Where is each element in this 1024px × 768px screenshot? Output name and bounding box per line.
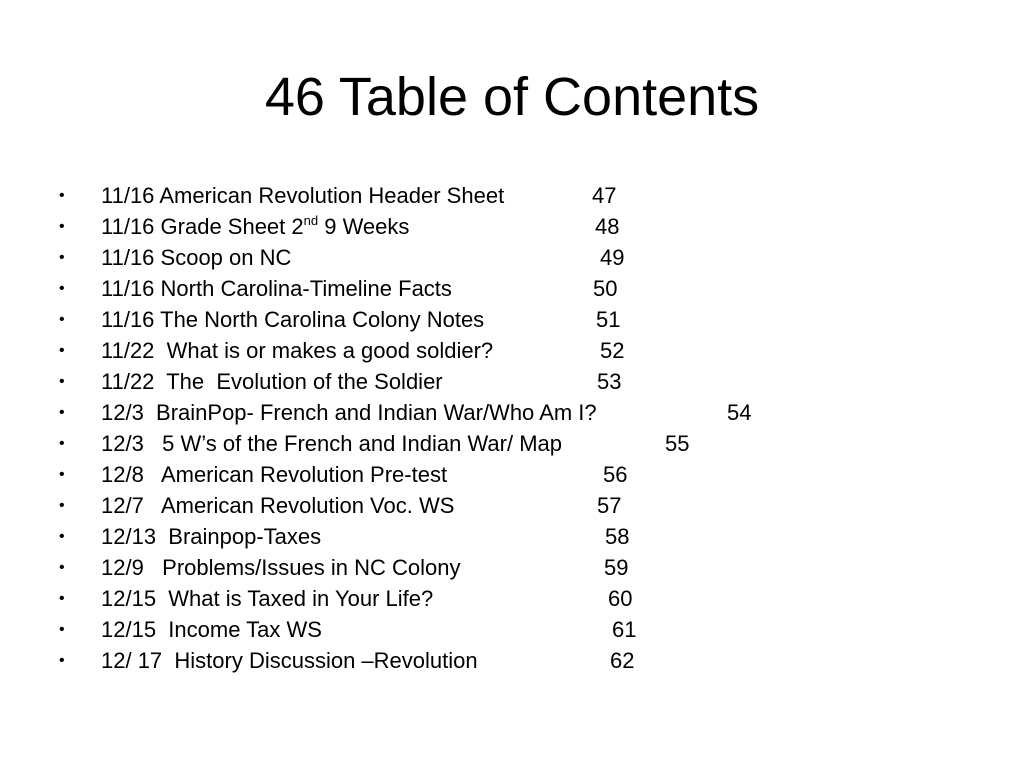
toc-entry-page: 61 <box>612 617 637 642</box>
toc-entry-title: 12/3 BrainPop- French and Indian War/Who Am I? <box>101 400 597 425</box>
toc-entry-title: 11/22 The Evolution of the Soldier <box>101 369 443 394</box>
toc-entry <box>0 553 1024 583</box>
toc-entry-page: 49 <box>600 245 625 270</box>
toc-entry-page: 56 <box>603 462 628 487</box>
toc-entry-title: 12/15 What is Taxed in Your Life? <box>101 586 434 611</box>
toc-entry-page: 54 <box>727 400 752 425</box>
bullet-icon: • <box>59 559 65 576</box>
toc-entry-title: 12/3 5 W’s of the French and Indian War/ Map <box>101 431 563 456</box>
toc-entry-title: 11/16 North Carolina-Timeline Facts <box>101 276 452 301</box>
toc-entry-title: 12/15 Income Tax WS <box>101 617 322 642</box>
toc-entry-title: 12/9 Problems/Issues in NC Colony <box>101 555 461 580</box>
toc-entry <box>0 522 1024 552</box>
toc-entry <box>0 274 1024 304</box>
toc-entry <box>0 305 1024 335</box>
bullet-icon: • <box>59 373 65 390</box>
bullet-icon: • <box>59 218 65 235</box>
toc-entry-title: 11/16 Scoop on NC <box>101 245 292 270</box>
toc-entry <box>0 646 1024 676</box>
toc-entry-title-suffix: 9 Weeks <box>318 214 410 239</box>
bullet-icon: • <box>59 621 65 638</box>
toc-entry <box>0 429 1024 459</box>
toc-entry <box>0 243 1024 273</box>
toc-entry-title: 12/13 Brainpop-Taxes <box>101 524 322 549</box>
toc-entry-page: 60 <box>608 586 633 611</box>
toc-entry-page: 48 <box>595 214 620 239</box>
toc-entry <box>0 181 1024 211</box>
toc-entry-title: 12/ 17 History Discussion –Revolution <box>101 648 478 673</box>
toc-entry-title: 11/16 American Revolution Header Sheet <box>101 183 505 208</box>
toc-entry-title: 11/16 The North Carolina Colony Notes <box>101 307 485 332</box>
toc-entry <box>0 336 1024 366</box>
toc-entry <box>0 491 1024 521</box>
bullet-icon: • <box>59 280 65 297</box>
bullet-icon: • <box>59 187 65 204</box>
bullet-icon: • <box>59 249 65 266</box>
toc-entry-page: 52 <box>600 338 625 363</box>
toc-entry-superscript: nd <box>303 213 319 228</box>
toc-entry-title-main: 11/16 Grade Sheet 2 <box>101 214 304 239</box>
toc-list <box>0 181 1024 681</box>
toc-entry <box>0 212 1024 242</box>
toc-entry-page: 58 <box>605 524 630 549</box>
toc-entry-page: 51 <box>596 307 621 332</box>
bullet-icon: • <box>59 652 65 669</box>
bullet-icon: • <box>59 311 65 328</box>
toc-entry-page: 59 <box>604 555 629 580</box>
bullet-icon: • <box>59 404 65 421</box>
toc-entry-page: 55 <box>665 431 690 456</box>
bullet-icon: • <box>59 528 65 545</box>
toc-entry <box>0 367 1024 397</box>
toc-entry-title: 12/7 American Revolution Voc. WS <box>101 493 455 518</box>
toc-entry-page: 53 <box>597 369 622 394</box>
bullet-icon: • <box>59 497 65 514</box>
bullet-icon: • <box>59 466 65 483</box>
toc-entry <box>0 584 1024 614</box>
bullet-icon: • <box>59 342 65 359</box>
toc-entry-title: 11/22 What is or makes a good soldier? <box>101 338 494 363</box>
toc-entry <box>0 615 1024 645</box>
bullet-icon: • <box>59 590 65 607</box>
toc-entry-page: 47 <box>592 183 617 208</box>
toc-entry-page: 57 <box>597 493 622 518</box>
bullet-icon: • <box>59 435 65 452</box>
toc-entry <box>0 460 1024 490</box>
toc-entry-page: 62 <box>610 648 635 673</box>
toc-entry <box>0 398 1024 428</box>
toc-entry-title: 12/8 American Revolution Pre-test <box>101 462 448 487</box>
slide-title: 46 Table of Contents <box>264 67 760 127</box>
toc-entry-title <box>101 212 409 242</box>
toc-entry-page: 50 <box>593 276 618 301</box>
